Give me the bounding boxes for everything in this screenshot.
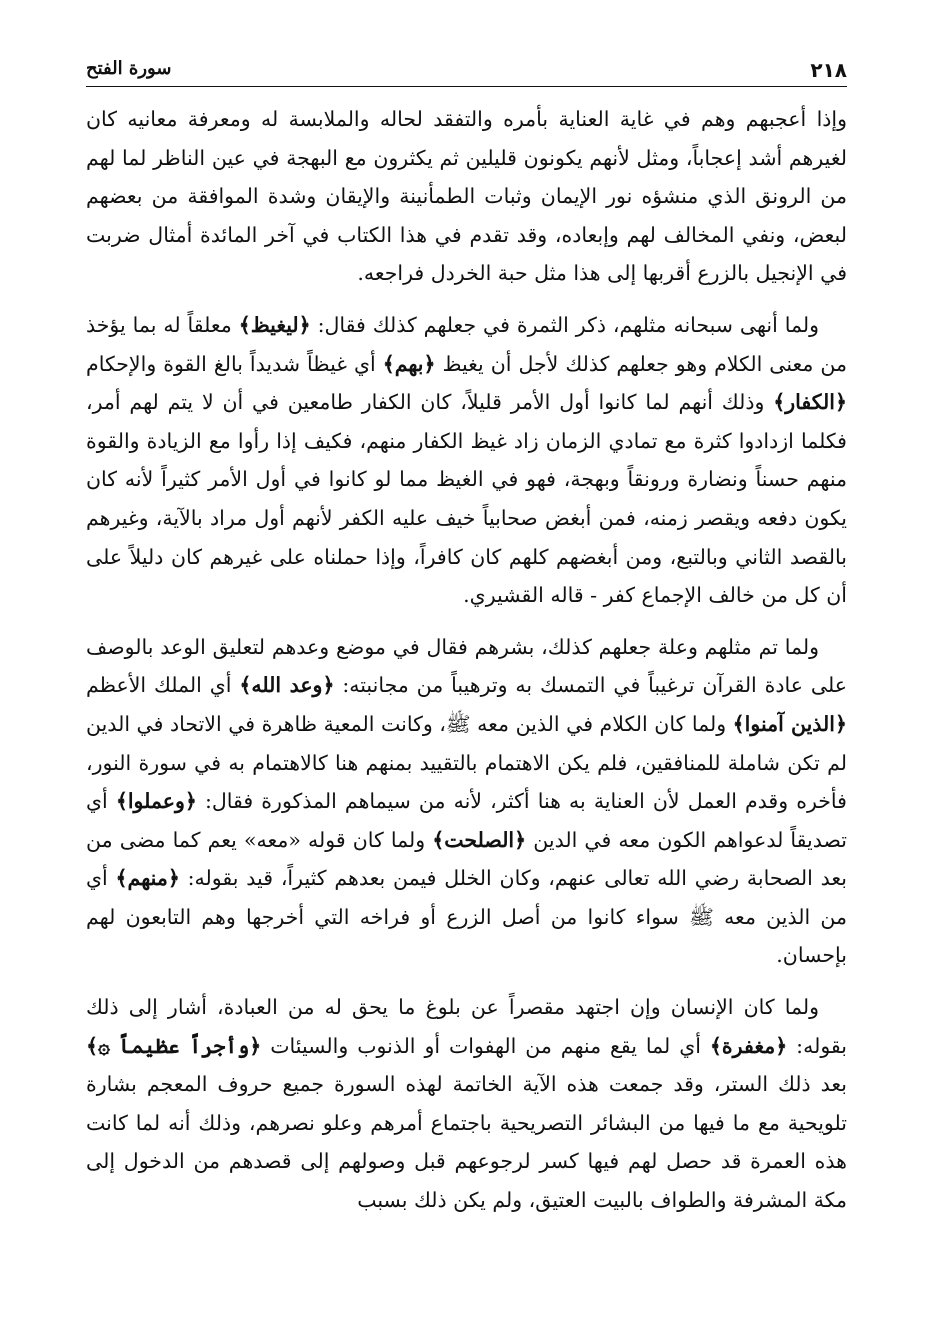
quran-quote: ﴿مغفرة﴾ (709, 1033, 788, 1058)
text-run: ولما تم مثلهم وعلة جعلهم كذلك، بشرهم فقال في موضع وعدهم لتعليق الوعد بالوصف على عادة القرآن ترغيباً في التمسك به وترهيباً من مجانبته: (86, 634, 847, 698)
text-run: ولما كان الإنسان وإن اجتهد مقصراً عن بلوغ ما يحق له من العبادة، أشار إلى ذلك بقوله: (86, 995, 847, 1058)
paragraph (86, 988, 847, 1220)
quran-quote: ﴿الكفار﴾ (773, 390, 847, 415)
text-run: وإذا أعجبهم وهم في غاية العناية بأمره والتفقد لحاله والملابسة له ومعرفة معانيه كان لغيرهم أشد إعجاباً، ومثل لأنهم يكونون قليلين ثم يكثرون مع البهجة في عين الناظر لما لهم من الرونق الذي منشؤه نور الإيمان وثبات الطمأنينة والإيقان وشدة الموافقة من بعضهم لبعض، ونفي المخالف لهم وإبعاده، وقد تقدم في هذا الكتاب في آخر المائدة أمثال ضربت في الإنجيل بالزرع أقربها إلى هذا مثل حبة الخردل فراجعه. (86, 107, 847, 286)
quran-quote: ﴿وعد الله﴾ (239, 673, 335, 698)
page-number: ٢١٨ (810, 58, 847, 82)
paragraph (86, 628, 847, 975)
text-run: أي لما يقع منهم من الهفوات أو الذنوب والسيئات (261, 1033, 710, 1058)
quran-quote: ﴿الصلحت﴾ (432, 827, 527, 852)
body-text (86, 100, 847, 1233)
text-run: معلقاً له بما يؤخذ من معنى الكلام وهو جعلهم كذلك لأجل أن يغيظ (86, 312, 847, 376)
paragraph (86, 306, 847, 615)
quran-quote: ﴿ليغيظ﴾ (238, 312, 311, 337)
text-run: أي غيظاً شديداً بالغ القوة والإحكام (86, 351, 383, 376)
quran-quote: ﴿الذين آمنوا﴾ (732, 711, 847, 736)
text-run: وذلك أنهم لما كانوا أول الأمر قليلاً، كان الكفار طامعين في أن لا يتم لهم أمر، فكلما ازدادوا كثرة مع تمادي الزمان زاد غيظ الكفار منهم، فكيف إذا رأوا مع الزيادة والقوة منهم حسناً ونضارة ورونقاً وبهجة، فهو في الغيظ مما لو كانوا في أول الأمر كثيراً لأنه كان يكون دفعه ويقصر زمنه، فمن أبغض صحابياً خيف عليه الكفر لأنهم أول مراد بالآية، وغيرهم بالقصد الثاني وبالتبع، ومن أبغضهم كلهم كان كافراً، وإذا حملناه على غيرهم كان دليلاً على أن كل من خالف الإجماع كفر - قاله القشيري. (86, 390, 847, 608)
text-run: أي تصديقاً لدعواهم الكون معه في الدين (86, 789, 847, 852)
quran-quote: ﴿وأجراً عظيماً ۞﴾ (86, 1033, 262, 1058)
quran-quote: ﴿وعملوا﴾ (115, 789, 197, 814)
text-run: أي الملك الأعظم (86, 673, 240, 698)
text-run: ولما كان قوله «معه» يعم كما مضى من بعد الصحابة رضي الله تعالى عنهم، وكان الخلل فيمن بعدهم كثيراً، قيد بقوله: (86, 827, 847, 891)
quran-quote: ﴿بهم﴾ (382, 351, 436, 376)
text-run: بعد ذلك الستر، وقد جمعت هذه الآية الخاتمة لهذه السورة جميع حروف المعجم بشارة تلويحية مع ما فيها من البشائر التصريحية باجتماع أمرهم وعلو نصرهم، وذلك أنه لما كانت هذه العمرة قد حصل لهم فيها كسر لرجوعهم قبل وصولهم إلى قصدهم من الدخول إلى مكة المشرفة والطواف بالبيت العتيق، ولم يكن ذلك بسبب (86, 1072, 847, 1213)
quran-quote: ﴿منهم﴾ (115, 866, 180, 891)
text-run: أي من الذين معه ﷺ سواء كانوا من أصل الزرع أو فراخه التي أخرجها وهم التابعون لهم بإحسان. (86, 866, 847, 968)
running-title: سورة الفتح (86, 58, 172, 79)
page-header (86, 56, 847, 87)
text-run: ولما أنهى سبحانه مثلهم، ذكر الثمرة في جعلهم كذلك فقال: (310, 312, 819, 337)
text-run: ولما كان الكلام في الذين معه ﷺ، وكانت المعية ظاهرة في الاتحاد في الدين لم تكن شاملة للمنافقين، فلم يكن الاهتمام بالتقييد بمنهم هنا كالاهتمام به في سورة النور، فأخره وقدم العمل لأن العناية به هنا أكثر، لأنه من سيماهم المذكورة فقال: (86, 711, 847, 814)
paragraph (86, 100, 847, 293)
